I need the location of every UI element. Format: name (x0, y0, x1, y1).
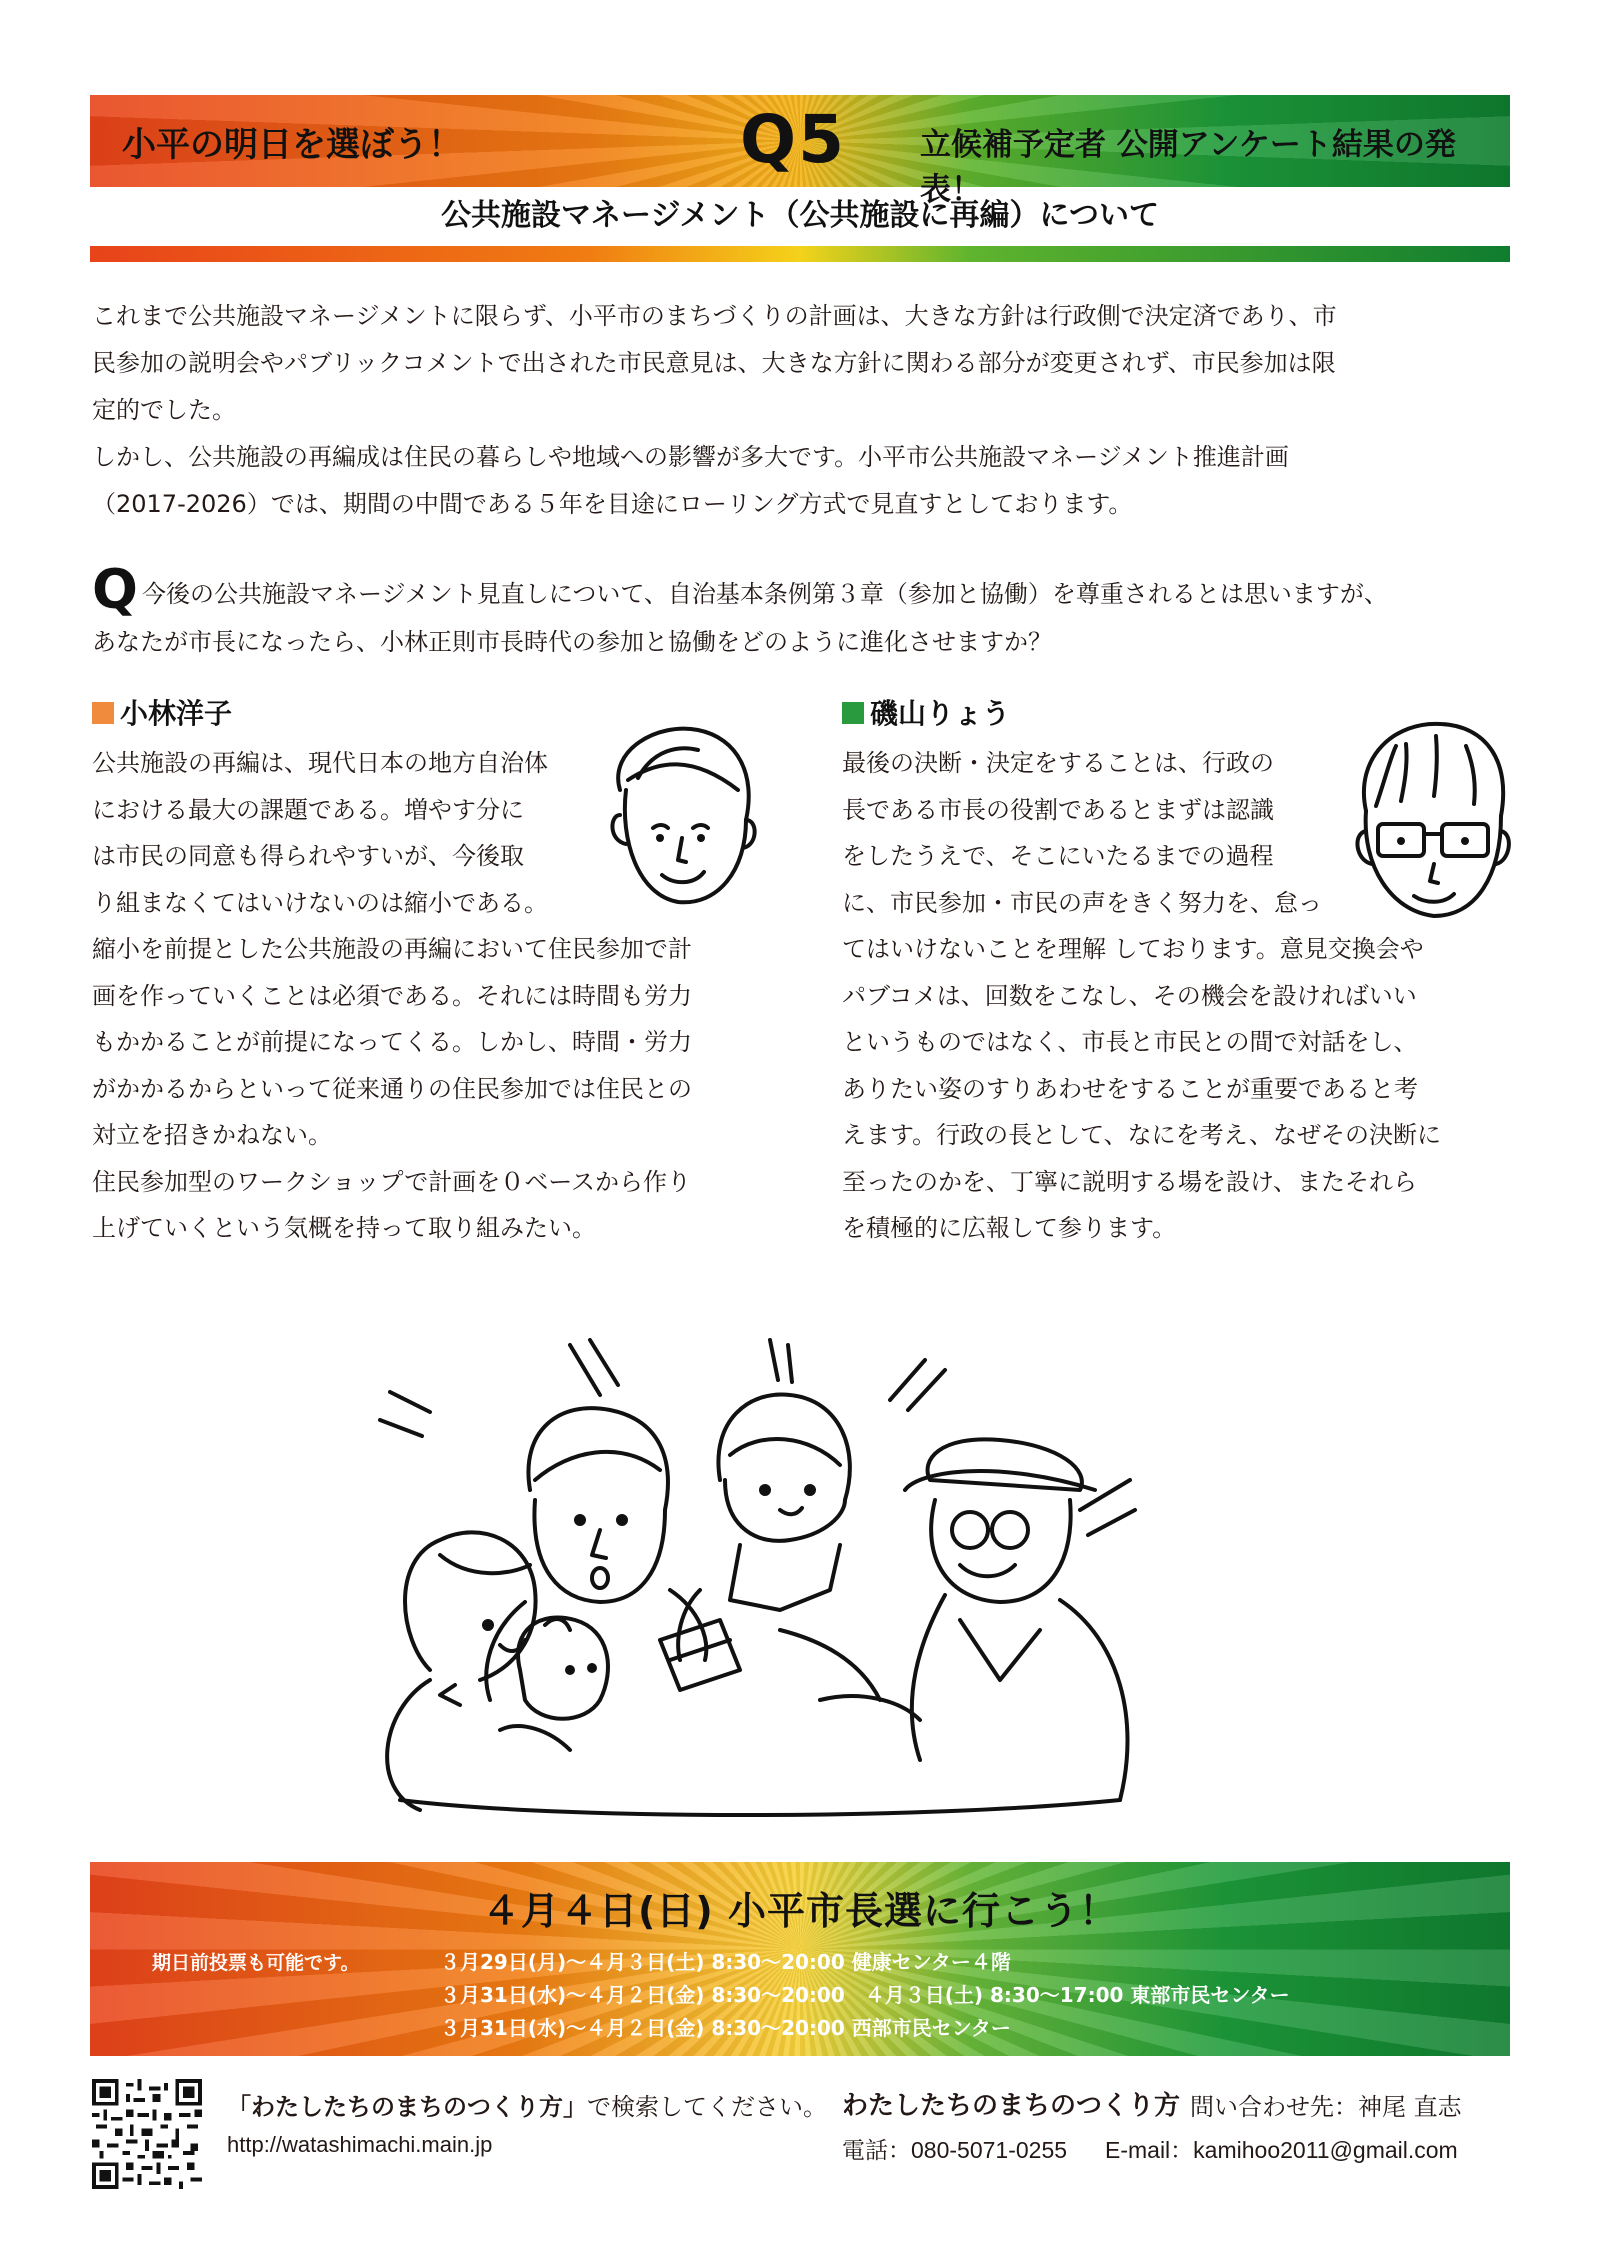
answer-line: は市民の同意も得られやすいが、今後取 (92, 842, 524, 870)
header-right-title: 立候補予定者 公開アンケート結果の発表！ (920, 127, 1456, 208)
answer-line: てはいけないことを理解 しております。意見交換会や (842, 935, 1424, 963)
intro-line: （2017-2026）では、期間の中間である５年を目途にローリング方式で見直すとしております。 (92, 490, 1133, 518)
election-headline: ４月４日(日) 小平市長選に行こう！ (482, 1889, 1118, 1933)
website-link[interactable]: http://watashimachi.main.jp (227, 2132, 493, 2157)
answer-line: 公共施設の再編は、現代日本の地方自治体 (92, 749, 548, 777)
candidate-portrait-kobayashi (598, 720, 758, 920)
organization-name: わたしたちのまちのつくり方 (842, 2091, 1181, 2121)
orange-square-marker (92, 702, 114, 724)
answer-line: をしたうえで、そこにいたるまでの過程 (842, 842, 1274, 870)
question-number: Q5 (740, 101, 847, 178)
question-mark: Q (92, 558, 138, 621)
contact-person: 問い合わせ先：神尾 直志 (1190, 2093, 1462, 2121)
answer-line: 住民参加型のワークショップで計画を０ベースから作り (92, 1167, 692, 1196)
answer-line: がかかるからといって従来通りの住民参加では住民との (92, 1074, 692, 1103)
question-line: あなたが市長になったら、小林正則市長時代の参加と協働をどのように進化させますか？ (92, 628, 1052, 656)
answer-line: というものではなく、市長と市民との間で対話をし、 (842, 1028, 1418, 1056)
header-left-title: 小平の明日を選ぼう！ (122, 125, 462, 165)
candidate-name-kobayashi (92, 692, 232, 732)
vote-banner (90, 1862, 1510, 2056)
header-banner (90, 95, 1510, 208)
gradient-divider (90, 246, 1510, 262)
answer-line: ありたい姿のすりあわせをすることが重要であると考 (842, 1074, 1418, 1103)
answer-line: を積極的に広報して参ります。 (842, 1214, 1177, 1242)
question-line: 今後の公共施設マネージメント見直しについて、自治基本条例第３章（参加と協働）を尊重されるとは思いますが、 (142, 580, 1388, 608)
green-square-marker (842, 702, 864, 724)
answer-line: り組まなくてはいけないのは縮小である。 (92, 888, 548, 917)
candidate-portrait-isoyama (1346, 716, 1516, 926)
crowd-illustration (360, 1340, 1140, 1820)
answer-line: 最後の決断・決定をすることは、行政の (842, 749, 1274, 777)
schedule-line: ３月31日(水)～４月２日(金) 8:30～20:00 ４月３日(土) 8:30～17:00 東部市民センター (440, 1983, 1290, 2007)
answer-line: 至ったのかを、丁寧に説明する場を設け、またそれら (842, 1167, 1418, 1196)
intro-paragraph (92, 293, 1512, 528)
question-block (92, 558, 1522, 666)
candidate-name-text: 磯山りょう (870, 697, 1011, 730)
answer-line: パブコメは、回数をこなし、その機会を設ければいい (842, 981, 1417, 1010)
candidate-name-text: 小林洋子 (120, 697, 233, 730)
answer-line: 画を作っていくことは必須である。それには時間も労力 (92, 981, 692, 1010)
candidate-name-isoyama (842, 692, 1010, 732)
answer-line: もかかることが前提になってくる。しかし、時間・労力 (92, 1028, 692, 1056)
answer-line: えます。行政の長として、なにを考え、なぜその決断に (842, 1121, 1442, 1149)
answer-line: における最大の課題である。増やす分に (92, 795, 524, 824)
answer-line: 対立を招きかねない。 (92, 1121, 332, 1149)
search-suffix: で検索してください。 (587, 2093, 827, 2121)
intro-line: 定的でした。 (92, 396, 236, 424)
answer-line: 長である市長の役割であるとまずは認識 (842, 795, 1274, 824)
intro-line: 民参加の説明会やパブリックコメントで出された市民意見は、大きな方針に関わる部分が変更されず、市民参加は限 (92, 349, 1336, 377)
answer-line: 上げていくという気概を持って取り組みたい。 (92, 1214, 596, 1242)
answer-line: 縮小を前提とした公共施設の再編において住民参加で計 (92, 935, 692, 963)
early-vote-note: 期日前投票も可能です。 (152, 1952, 360, 1974)
schedule-line: ３月31日(水)～４月２日(金) 8:30～20:00 西部市民センター (440, 2016, 1011, 2040)
phone-number[interactable]: 電話：080-5071-0255 (842, 2137, 1068, 2163)
intro-line: しかし、公共施設の再編成は住民の暮らしや地域への影響が多大です。小平市公共施設マネージメント推進計画 (92, 443, 1289, 471)
search-instruction (227, 2087, 827, 2122)
schedule-line: ３月29日(月)～４月３日(土) 8:30～20:00 健康センター４階 (440, 1950, 1011, 1974)
email-address[interactable]: E-mail：kamihoo2011@gmail.com (1105, 2137, 1458, 2163)
qr-code-icon[interactable] (92, 2079, 202, 2189)
intro-line: これまで公共施設マネージメントに限らず、小平市のまちづくりの計画は、大きな方針は行政側で決定済であり、市 (92, 302, 1337, 330)
answer-line: に、市民参加・市民の声をきく努力を、怠っ (842, 888, 1322, 917)
page-subtitle: 公共施設マネージメント（公共施設に再編）について (441, 198, 1159, 233)
search-keyword: 「わたしたちのまちのつくり方」 (227, 2093, 587, 2121)
